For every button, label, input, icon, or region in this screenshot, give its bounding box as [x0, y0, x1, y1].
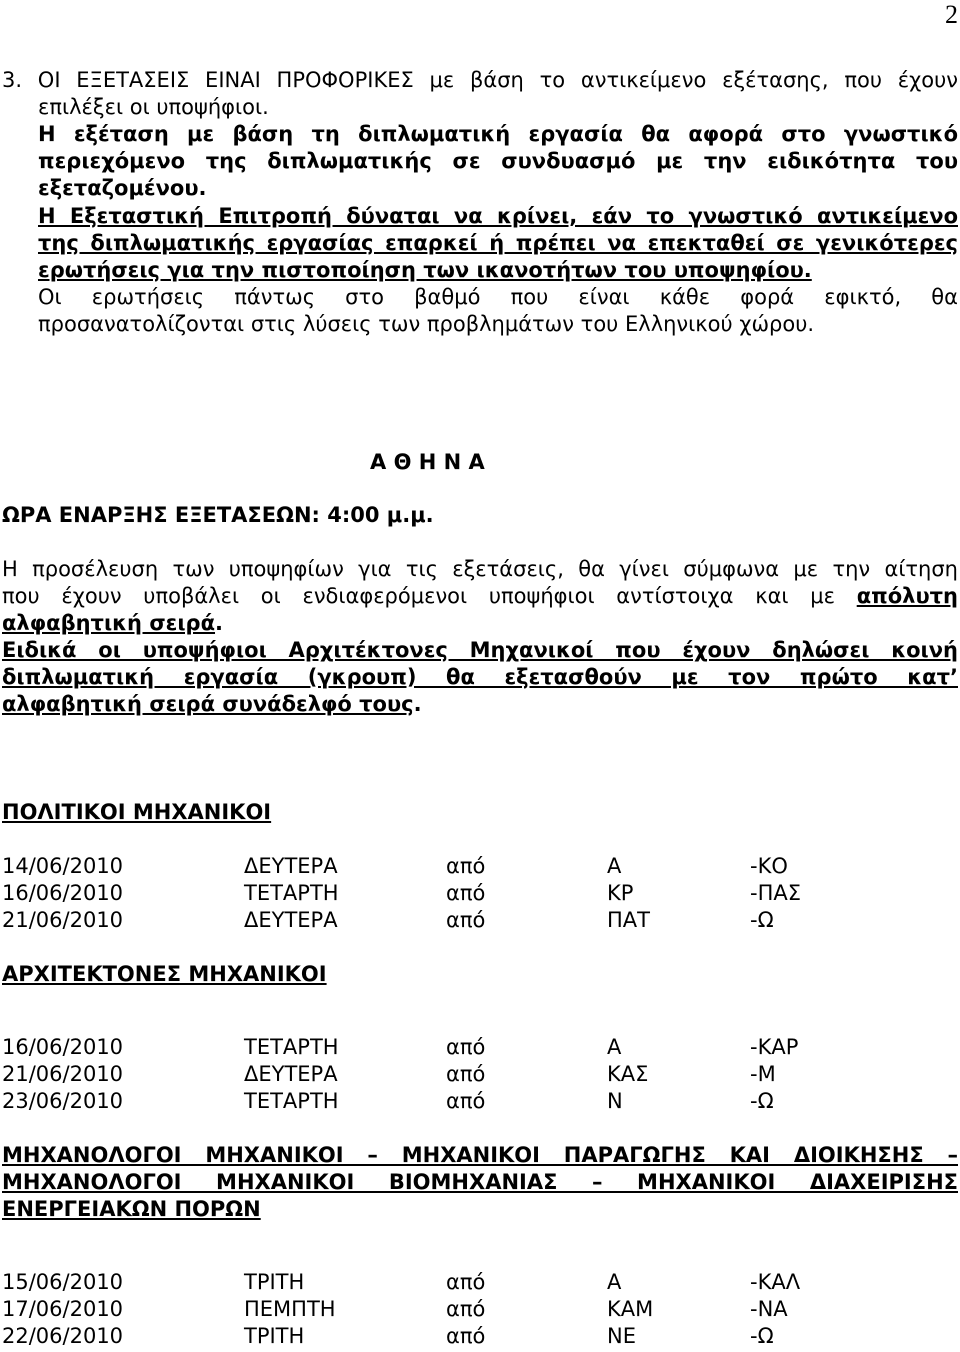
- attendance-line-3: [2, 610, 958, 637]
- row-date: 15/06/2010: [2, 1270, 124, 1294]
- attendance-line-2-text: που έχουν υποβάλει οι ενδιαφερόμενοι υποψήφιοι αντίστοιχα και με: [2, 584, 857, 608]
- row-from: από: [446, 1297, 486, 1321]
- row-start: Α: [607, 1035, 622, 1059]
- section-heading-mechanical-line-1: ΜΗΧΑΝΟΛΟΓΟΙ ΜΗΧΑΝΙΚΟΙ – ΜΗΧΑΝΙΚΟΙ ΠΑΡΑΓΩΓΗΣ ΚΑΙ ΔΙΟΙΚΗΣΗΣ –: [2, 1143, 958, 1167]
- row-day: ΤΡΙΤΗ: [244, 1270, 305, 1294]
- table-row: [2, 880, 958, 907]
- item3-line1: 3. ΟΙ ΕΞΕΤΑΣΕΙΣ ΕΙΝΑΙ ΠΡΟΦΟΡΙΚΕΣ με βάση το αντικείμενο εξέτασης, που έχουν: [2, 68, 958, 92]
- architects-note-emphasis: αλφαβητική σειρά συνάδελφό τους: [2, 692, 414, 716]
- row-end: -Ω: [750, 1324, 774, 1348]
- bold-line-1: Η εξέταση με βάση τη διπλωματική εργασία θα αφορά στο γνωστικό: [38, 122, 958, 146]
- underlined-line-3: ερωτήσεις για την πιστοποίηση των ικανοτήτων του υποψηφίου.: [38, 258, 812, 282]
- architects-note-line-2: διπλωματική εργασία (γκρουπ) θα εξετασθούν με τον πρώτο κατ’: [2, 665, 958, 689]
- table-row: [2, 907, 958, 934]
- underlined-line-2: της διπλωματικής εργασίας επαρκεί ή πρέπει να επεκταθεί σε γενικότερες: [38, 231, 958, 255]
- section-heading-mechanical-line-2: ΜΗΧΑΝΟΛΟΓΟΙ ΜΗΧΑΝΙΚΟΙ ΒΙΟΜΗΧΑΝΙΑΣ – ΜΗΧΑΝΙΚΟΙ ΔΙΑΧΕΙΡΙΣΗΣ: [2, 1170, 958, 1194]
- row-day: ΤΕΤΑΡΤΗ: [244, 881, 339, 905]
- row-date: 16/06/2010: [2, 1035, 124, 1059]
- bold-line-3: εξεταζομένου.: [38, 176, 207, 200]
- row-end: -ΚΑΛ: [750, 1270, 801, 1294]
- row-from: από: [446, 854, 486, 878]
- row-date: 22/06/2010: [2, 1324, 124, 1348]
- row-date: 23/06/2010: [2, 1089, 124, 1113]
- row-start: ΚΡ: [607, 881, 634, 905]
- row-end: -Ω: [750, 908, 774, 932]
- row-start: ΚΑΣ: [607, 1062, 649, 1086]
- row-from: από: [446, 1062, 486, 1086]
- row-day: ΔΕΥΤΕΡΑ: [244, 1062, 338, 1086]
- table-row: [2, 1034, 958, 1061]
- table-row: [2, 1088, 958, 1115]
- row-end: -Μ: [750, 1062, 776, 1086]
- row-date: 14/06/2010: [2, 854, 124, 878]
- underlined-line-1: Η Εξεταστική Επιτροπή δύναται να κρίνει, εάν το γνωστικό αντικείμενο: [38, 204, 958, 228]
- row-from: από: [446, 1089, 486, 1113]
- table-row: [2, 1296, 958, 1323]
- row-date: 21/06/2010: [2, 1062, 124, 1086]
- attendance-period: .: [215, 611, 223, 635]
- city-title: Α Θ Η Ν Α: [370, 450, 485, 474]
- section-heading-civil: ΠΟΛΙΤΙΚΟΙ ΜΗΧΑΝΙΚΟΙ: [2, 800, 272, 824]
- normal-line-2: προσανατολίζονται στις λύσεις των προβλημάτων του Ελληνικού χώρου.: [38, 312, 815, 336]
- architects-note-line-1: Ειδικά οι υποψήφιοι Αρχιτέκτονες Μηχανικοί που έχουν δηλώσει κοινή: [2, 638, 958, 662]
- row-start: ΚΑΜ: [607, 1297, 654, 1321]
- architects-note-line-3: [2, 691, 958, 718]
- row-start: Α: [607, 854, 622, 878]
- section-heading-mechanical-line-3: ΕΝΕΡΓΕΙΑΚΩΝ ΠΟΡΩΝ: [2, 1197, 261, 1221]
- row-from: από: [446, 908, 486, 932]
- row-day: ΔΕΥΤΕΡΑ: [244, 908, 338, 932]
- row-from: από: [446, 1035, 486, 1059]
- row-date: 21/06/2010: [2, 908, 124, 932]
- row-end: -ΚΑΡ: [750, 1035, 799, 1059]
- row-end: -ΝΑ: [750, 1297, 788, 1321]
- start-time: ΩΡΑ ΕΝΑΡΞΗΣ ΕΞΕΤΑΣΕΩΝ: 4:00 μ.μ.: [2, 503, 434, 527]
- row-day: ΤΕΤΑΡΤΗ: [244, 1035, 339, 1059]
- row-end: -ΠΑΣ: [750, 881, 802, 905]
- attendance-emphasis-1: απόλυτη: [856, 584, 958, 608]
- item3-line2: επιλέξει οι υποψήφιοι.: [38, 95, 269, 119]
- row-day: ΤΡΙΤΗ: [244, 1324, 305, 1348]
- attendance-emphasis-2: αλφαβητική σειρά: [2, 611, 216, 635]
- table-row: [2, 1323, 958, 1350]
- row-day: ΔΕΥΤΕΡΑ: [244, 854, 338, 878]
- row-day: ΤΕΤΑΡΤΗ: [244, 1089, 339, 1113]
- architects-note-period: .: [413, 692, 422, 716]
- row-end: -ΚΟ: [750, 854, 788, 878]
- row-from: από: [446, 1324, 486, 1348]
- bold-line-2: περιεχόμενο της διπλωματικής σε συνδυασμό με την ειδικότητα του: [38, 149, 958, 173]
- row-end: -Ω: [750, 1089, 774, 1113]
- row-start: ΝΕ: [607, 1324, 636, 1348]
- normal-line-1: Οι ερωτήσεις πάντως στο βαθμό που είναι κάθε φορά εφικτό, θα: [38, 285, 958, 309]
- row-start: Α: [607, 1270, 622, 1294]
- row-from: από: [446, 1270, 486, 1294]
- table-row: [2, 853, 958, 880]
- row-day: ΠΕΜΠΤΗ: [244, 1297, 336, 1321]
- row-start: Ν: [607, 1089, 623, 1113]
- table-row: [2, 1269, 958, 1296]
- table-row: [2, 1061, 958, 1088]
- row-date: 17/06/2010: [2, 1297, 124, 1321]
- page-number: 2: [945, 0, 958, 29]
- section-heading-architects: ΑΡΧΙΤΕΚΤΟΝΕΣ ΜΗΧΑΝΙΚΟΙ: [2, 962, 327, 986]
- row-start: ΠΑΤ: [607, 908, 650, 932]
- attendance-line-1: Η προσέλευση των υποψηφίων για τις εξετάσεις, θα γίνει σύμφωνα με την αίτηση: [2, 557, 958, 581]
- row-date: 16/06/2010: [2, 881, 124, 905]
- row-from: από: [446, 881, 486, 905]
- attendance-line-2: [2, 583, 958, 610]
